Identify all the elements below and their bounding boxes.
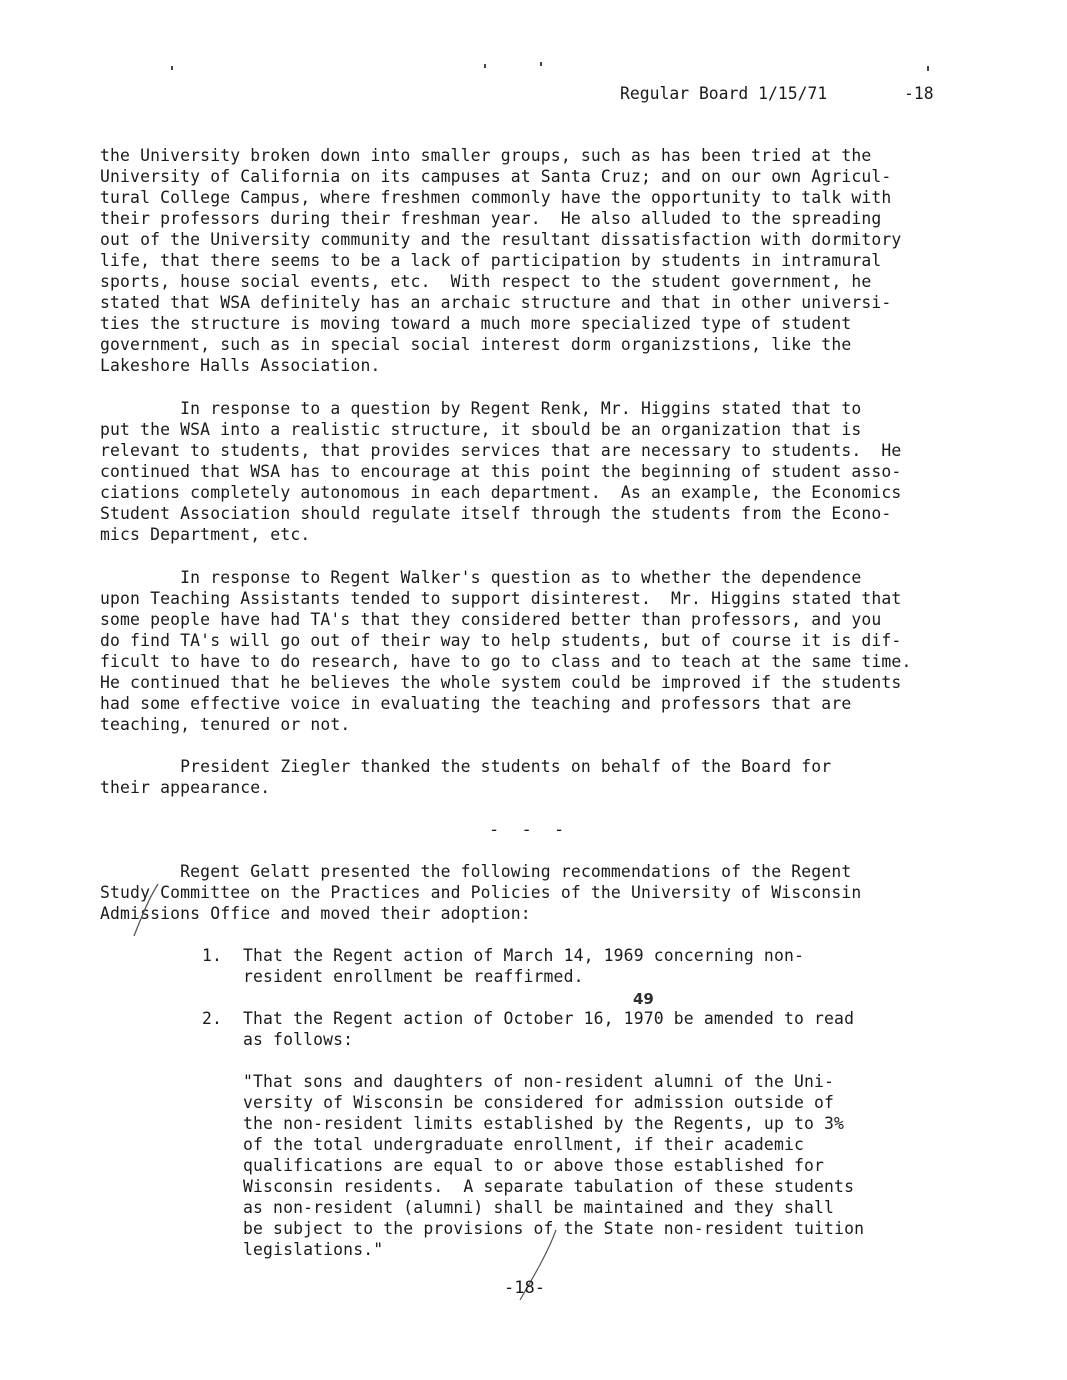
page-header-number: -18 [904, 84, 934, 103]
text-line: President Ziegler thanked the students on behalf of the Board for [100, 757, 832, 776]
text-line: life, that there seems to be a lack of participation by students in intramural [100, 251, 882, 270]
scan-speck [171, 66, 173, 70]
text-line: Wisconsin residents. A separate tabulation of these students [243, 1177, 855, 1196]
text-line: University of California on its campuses at Santa Cruz; and on our own Agricul- [100, 167, 892, 186]
text-line: That the Regent action of October 16, 1970 be amended to read [243, 1009, 855, 1028]
page-footer-number: -18- [504, 1278, 545, 1298]
text-line: their professors during their freshman year. He also alluded to the spreading [100, 209, 882, 228]
text-line: In response to a question by Regent Renk, Mr. Higgins stated that to [100, 399, 862, 418]
text-line: qualifications are equal to or above those established for [243, 1156, 825, 1175]
pen-mark [128, 880, 168, 940]
page-header-title: Regular Board 1/15/71 [620, 84, 828, 103]
text-line: put the WSA into a realistic structure, it sbould be an organization that is [100, 420, 862, 439]
text-line: out of the University community and the resultant dissatisfaction with dormitory [100, 230, 902, 249]
scan-speck [484, 64, 486, 68]
text-line: mics Department, etc. [100, 525, 311, 544]
text-line: stated that WSA definitely has an archaic structure and that in other universi- [100, 293, 892, 312]
text-line: had some effective voice in evaluating the teaching and professors that are [100, 694, 852, 713]
text-line: He continued that he believes the whole system could be improved if the students [100, 673, 902, 692]
text-line: Study Committee on the Practices and Policies of the University of Wisconsin [100, 883, 862, 902]
item-number: 1. [202, 946, 223, 965]
text-line: versity of Wisconsin be considered for admission outside of [243, 1093, 835, 1112]
text-line: of the total undergraduate enrollment, if their academic [243, 1135, 805, 1154]
text-line: That the Regent action of March 14, 1969 concerning non- [243, 946, 805, 965]
text-line: legislations." [243, 1240, 384, 1259]
item-number: 2. [202, 1009, 223, 1028]
text-line: their appearance. [100, 778, 271, 797]
section-separator: - - - [489, 820, 571, 840]
text-line: ficult to have to do research, have to go to class and to teach at the same time. [100, 652, 912, 671]
text-line: government, such as in special social interest dorm organizstions, like the [100, 335, 852, 354]
text-line: ciations completely autonomous in each department. As an example, the Economics [100, 483, 902, 502]
text-line: be subject to the provisions of the State non-resident tuition [243, 1219, 865, 1238]
text-line: tural College Campus, where freshmen commonly have the opportunity to talk with [100, 188, 892, 207]
text-line: In response to Regent Walker's question as to whether the dependence [100, 568, 862, 587]
text-line: Lakeshore Halls Association. [100, 356, 381, 375]
text-line: sports, house social events, etc. With respect to the student government, he [100, 272, 872, 291]
scan-speck [540, 62, 542, 66]
text-line: some people have had TA's that they considered better than professors, and you [100, 610, 882, 629]
text-line: the non-resident limits established by the Regents, up to 3% [243, 1114, 845, 1133]
text-line: Regent Gelatt presented the following recommendations of the Regent [100, 862, 852, 881]
scan-speck [927, 66, 929, 71]
text-line: continued that WSA has to encourage at this point the beginning of student asso- [100, 462, 902, 481]
text-line: as follows: [243, 1030, 354, 1049]
text-line: resident enrollment be reaffirmed. [243, 967, 584, 986]
text-line: teaching, tenured or not. [100, 715, 351, 734]
text-line: relevant to students, that provides services that are necessary to students. He [100, 441, 902, 460]
text-line: ties the structure is moving toward a much more specialized type of student [100, 314, 852, 333]
text-line: "That sons and daughters of non-resident alumni of the Uni- [243, 1072, 835, 1091]
text-line: Admissions Office and moved their adoption: [100, 904, 531, 923]
text-line: the University broken down into smaller groups, such as has been tried at the [100, 146, 872, 165]
text-line: do find TA's will go out of their way to help students, but of course it is dif- [100, 631, 902, 650]
text-line: upon Teaching Assistants tended to support disinterest. Mr. Higgins stated that [100, 589, 902, 608]
text-line: as non-resident (alumni) shall be maintained and they shall [243, 1198, 835, 1217]
handwritten-correction: 49 [633, 990, 654, 1008]
text-line: Student Association should regulate itself through the students from the Econo- [100, 504, 892, 523]
